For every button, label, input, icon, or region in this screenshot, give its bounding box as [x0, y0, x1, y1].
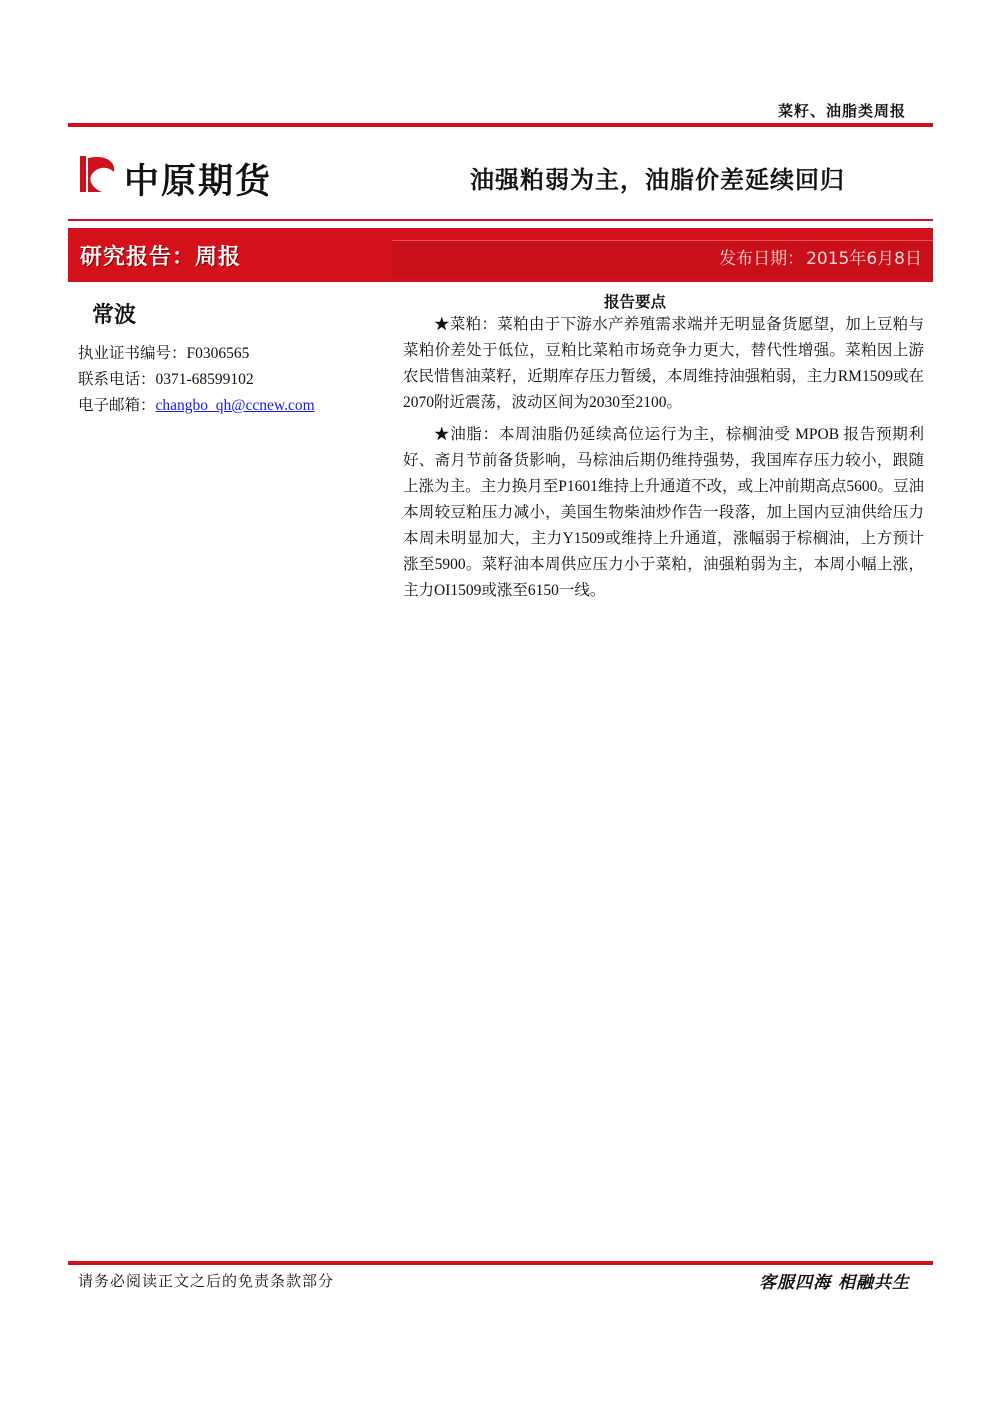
logo-text: 中原期货: [124, 162, 273, 202]
phone-label: 联系电话：: [78, 371, 156, 388]
summary-paragraph-meal: ★菜粕：菜粕由于下游水产养殖需求端并无明显备货愿望，加上豆粕与菜粕价差处于低位，豆粕比菜粕市场竞争力更大，替代性增强。菜粕因上游农民惜售油菜籽，近期库存压力暂缓，本周维持油强粕弱，主力RM1509或在2070附近震荡，波动区间为2030至2100。: [403, 316, 924, 411]
title-divider: [68, 219, 933, 221]
author-name: 常波: [92, 302, 137, 328]
license-label: 执业证书编号：: [78, 345, 187, 362]
phone-value: 0371-68599102: [155, 371, 254, 388]
email-label: 电子邮箱：: [78, 397, 156, 414]
publish-date-value: 2015年6月8日: [806, 249, 922, 269]
phone-line: [78, 367, 254, 389]
license-line: [78, 341, 249, 363]
email-line: [78, 393, 315, 415]
summary-paragraph-oil: ★油脂：本周油脂仍延续高位运行为主，棕榈油受 MPOB 报告预期利好、斋月节前备货影响，马棕油后期仍维持强势，我国库存压力较小，跟随上涨为主。主力换月至P1601维持上升通道不改，或上冲前期高点5600。豆油本周较豆粕压力减小，美国生物柴油炒作告一段落，加上国内豆油供给压力本周未明显加大，主力Y1509或维持上升通道，涨幅弱于棕榈油，上方预计涨至5900。菜籽油本周供应压力小于菜粕，油强粕弱为主，本周小幅上涨，主力OI1509或涨至6150一线。: [403, 426, 924, 599]
summary-heading: 报告要点: [604, 292, 667, 311]
summary-body: [403, 312, 924, 610]
report-type-label: 研究报告：周报: [80, 244, 242, 270]
publish-date: [719, 244, 922, 269]
disclaimer-note: 请务必阅读正文之后的免责条款部分: [78, 1272, 335, 1290]
email-link[interactable]: changbo_qh@ccnew.com: [155, 397, 315, 414]
company-logo: [78, 152, 298, 202]
publish-date-label: 发布日期：: [719, 249, 805, 269]
footer-divider: [68, 1261, 933, 1265]
report-category: 菜籽、油脂类周报: [777, 102, 906, 120]
report-title: 油强粕弱为主，油脂价差延续回归: [470, 165, 845, 194]
license-value: F0306565: [186, 345, 250, 362]
logo-mark-icon: [78, 152, 118, 196]
header-divider: [68, 123, 933, 127]
company-slogan: 客服四海 相融共生: [759, 1273, 910, 1293]
